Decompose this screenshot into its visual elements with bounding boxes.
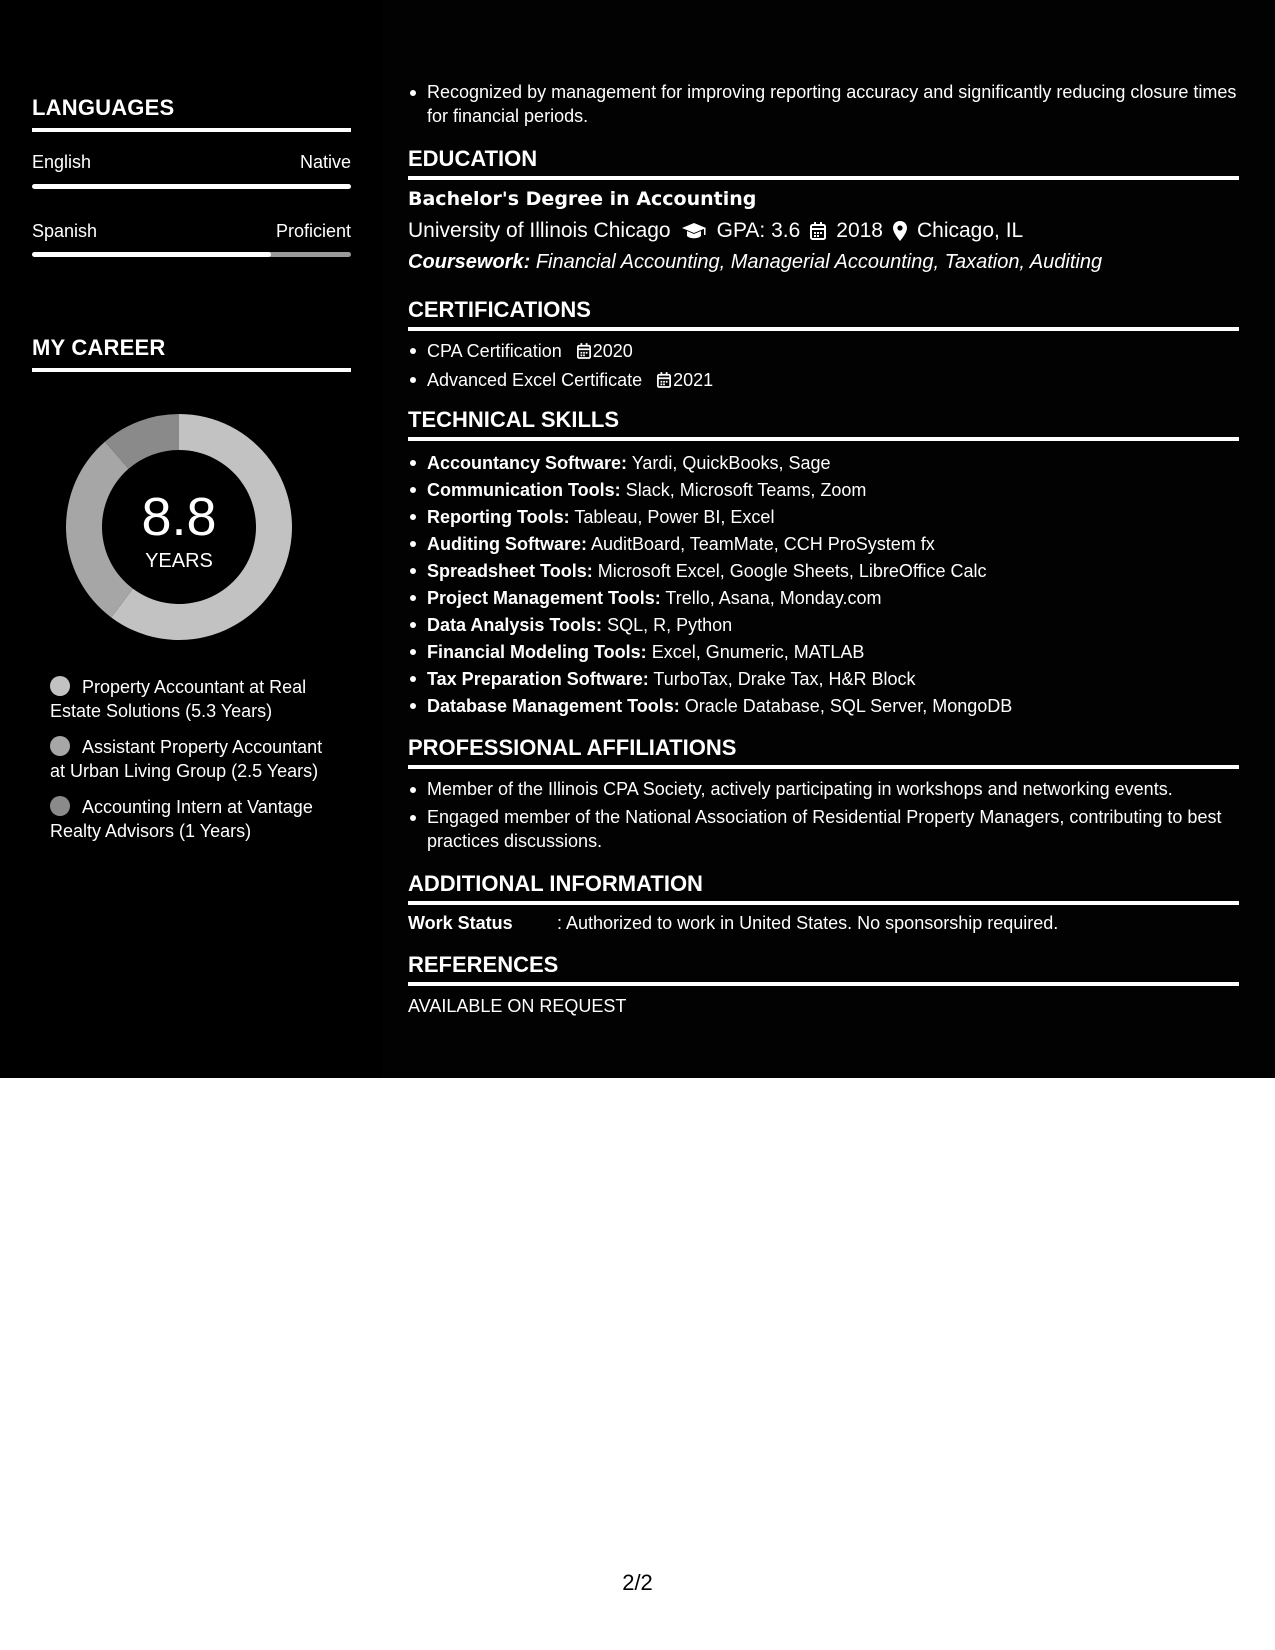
affiliations-heading: PROFESSIONAL AFFILIATIONS [408,735,1239,769]
certification-item [408,338,1238,367]
career-total-value: 8.8 [141,487,217,547]
skill-values: Trello, Asana, Monday.com [665,588,882,608]
skill-item [408,639,1238,666]
skill-values: Tableau, Power BI, Excel [574,507,775,527]
education-location: Chicago, IL [916,219,1024,242]
languages-heading: LANGUAGES [32,95,351,132]
skill-item [408,504,1238,531]
education-degree: Bachelor's Degree in Accounting [408,188,757,210]
references-heading: REFERENCES [408,952,1239,986]
certification-name: Advanced Excel Certificate [427,370,643,390]
language-level: Proficient [275,221,351,241]
skill-category: Spreadsheet Tools: [427,561,593,581]
graduation-cap-icon [681,222,707,240]
education-year: 2018 [836,219,883,242]
language-level: Native [299,152,351,172]
certifications-list [408,338,1238,396]
skill-values: Oracle Database, SQL Server, MongoDB [684,696,1013,716]
language-bar-fill [32,252,271,257]
affiliation-item: Engaged member of the National Association of Residential Property Managers, contributing to best practices discussions. [408,805,1238,853]
technical-skills-list [408,450,1238,720]
skill-values: Microsoft Excel, Google Sheets, LibreOffice Calc [597,561,987,581]
career-dot-icon [50,796,70,816]
work-status-row [408,913,1058,934]
skill-category: Project Management Tools: [427,588,661,608]
career-heading: MY CAREER [32,335,351,372]
work-status-value: : Authorized to work in United States. No sponsorship required. [557,913,1059,933]
skill-item [408,612,1238,639]
language-name: English [32,152,92,172]
skill-item [408,693,1238,720]
skill-category: Tax Preparation Software: [427,669,649,689]
language-row-spanish [32,221,351,242]
career-item [50,795,330,843]
skill-item [408,666,1238,693]
skill-category: Data Analysis Tools: [427,615,603,635]
skill-values: TurboTax, Drake Tax, H&R Block [653,669,916,689]
language-bar-fill [32,184,351,189]
skill-values: Excel, Gnumeric, MATLAB [651,642,865,662]
page-number: 2/2 [622,1570,653,1595]
education-gpa: GPA: 3.6 [716,219,801,242]
education-heading: EDUCATION [408,146,1239,180]
sidebar [0,0,382,1078]
certification-year: 2020 [592,341,633,361]
career-donut-chart [66,414,292,640]
certification-name: CPA Certification [427,341,562,361]
coursework-label: Coursework: [408,251,531,273]
education-school: University of Illinois Chicago [408,219,671,242]
skill-item [408,477,1238,504]
skill-category: Database Management Tools: [427,696,680,716]
language-bar-spanish [32,252,351,257]
location-pin-icon [893,221,907,241]
career-total-unit: YEARS [145,550,213,572]
career-dot-icon [50,676,70,696]
experience-bullets [408,80,1238,128]
career-item-text: Assistant Property Accountant at Urban Living Group (2.5 Years) [50,737,323,781]
skill-values: SQL, R, Python [607,615,733,635]
skill-item [408,585,1238,612]
calendar-icon [577,340,591,367]
language-name: Spanish [32,221,98,241]
additional-info-heading: ADDITIONAL INFORMATION [408,871,1239,905]
career-item [50,735,330,783]
calendar-icon [810,222,826,240]
work-status-label: Work Status [408,913,513,933]
language-row-english [32,152,351,173]
language-bar-english [32,184,351,189]
skill-category: Reporting Tools: [427,507,570,527]
skill-item [408,450,1238,477]
skill-category: Financial Modeling Tools: [427,642,647,662]
experience-bullet: Recognized by management for improving reporting accuracy and significantly reducing closure times for financial periods. [408,80,1238,128]
skill-values: AuditBoard, TeamMate, CCH ProSystem fx [591,534,935,554]
certifications-heading: CERTIFICATIONS [408,297,1239,331]
certification-item [408,367,1238,396]
references-text: AVAILABLE ON REQUEST [408,996,627,1016]
career-item-text: Property Accountant at Real Estate Solutions (5.3 Years) [50,677,307,721]
education-details [408,219,1023,243]
career-list [50,675,330,855]
certification-year: 2021 [673,370,714,390]
technical-skills-heading: TECHNICAL SKILLS [408,407,1239,441]
skill-category: Communication Tools: [427,480,621,500]
skill-values: Yardi, QuickBooks, Sage [631,453,831,473]
education-coursework [408,251,1102,274]
skill-item [408,558,1238,585]
career-dot-icon [50,736,70,756]
skill-values: Slack, Microsoft Teams, Zoom [625,480,867,500]
career-item [50,675,330,723]
calendar-icon [657,369,671,396]
skill-item [408,531,1238,558]
coursework-text: Financial Accounting, Managerial Accounting, Taxation, Auditing [535,251,1103,273]
affiliations-list [408,777,1238,853]
affiliation-item: Member of the Illinois CPA Society, actively participating in workshops and networking events. [408,777,1238,801]
skill-category: Accountancy Software: [427,453,628,473]
career-item-text: Accounting Intern at Vantage Realty Advisors (1 Years) [50,797,313,841]
skill-category: Auditing Software: [427,534,587,554]
